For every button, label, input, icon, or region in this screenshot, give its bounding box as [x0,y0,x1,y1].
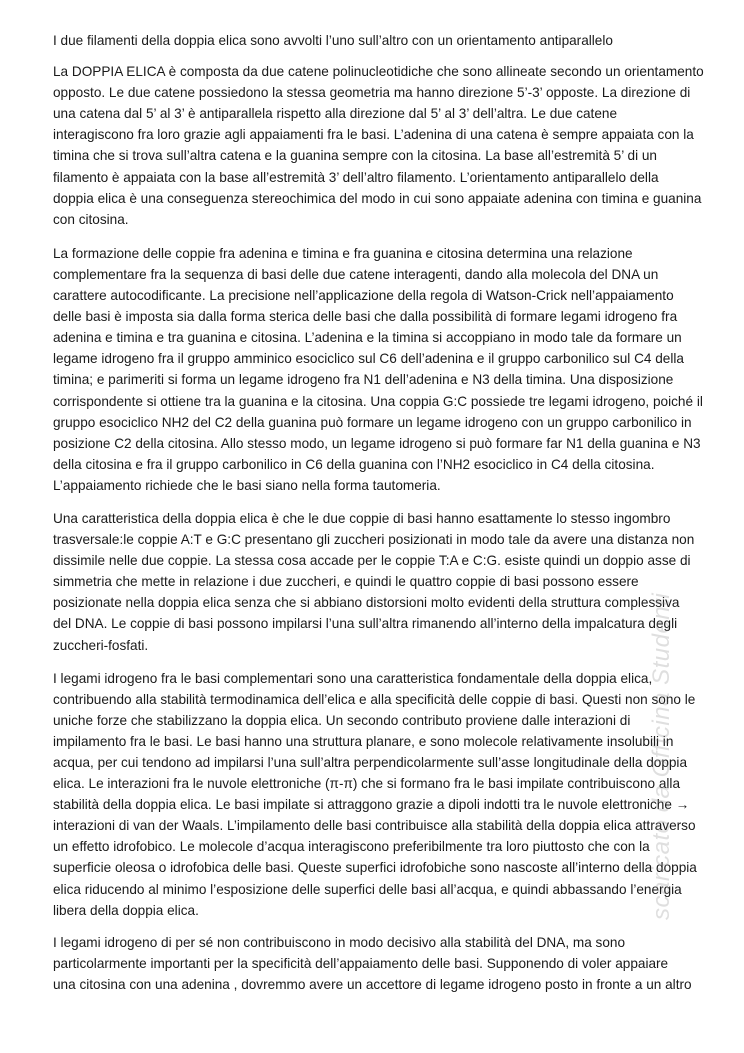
paragraph-ingombro-trasversale: Una caratteristica della doppia elica è che le due coppie di basi hanno esattamente lo stesso ingombro trasversale:le coppie A:T e G:C presentano gli zuccheri posizionati in modo tale da avere una distanza non dissimile nelle due coppie. La stessa cosa accade per le coppie T:A e C:G. esiste quindi un doppio asse di simmetria che mette in relazione i due zuccheri, e quindi le quattro coppie di basi possono essere posizionate nella doppia elica senza che si abbiano distorsioni molto evidenti della struttura complessiva del DNA. Le coppie di basi possono impilarsi l’una sull’altra rimanendo all’interno della impalcatura degli zuccheri-fosfati. [53,510,695,653]
paragraph-legami-idrogeno: I legami idrogeno fra le basi complementari sono una caratteristica fondamentale della doppia elica, contribuendo alla stabilità termodinamica dell’elica e alla specificità delle coppie di basi. Questi non sono le uniche forze che stabilizzano la doppia elica. Un secondo contributo proviene dalle interazioni di impilamento fra le basi. Le basi hanno una struttura planare, e sono molecole relativamente insolubili in acqua, per cui tendono ad impilarsi l’una sull’altra perpendicolarmente sull’asse longitudinale della doppia elica. Le interazioni fra le nuvole elettroniche (π-π) che si formano fra le basi impilate contribuiscono alla stabilità della doppia elica. Le basi impilate si attraggono grazie a dipoli indotti tra le nuvole elettroniche → interazioni di van der Waals. L’impilamento delle basi contribuisce alla stabilità della doppia elica attraverso un effetto idrofobico. Le molecole d’acqua interagiscono preferibilmente tra loro piuttosto che con la superficie oleosa o idrofobica delle basi. Queste superfici idrofobiche sono nascoste all’interno della doppia elica riducendo al minimo l’esposizione delle superfici delle basi all’acqua, e quindi abbassando l’energia libera della doppia elica. [53,670,697,918]
watermark: scaricato da Officina Studenti [648,592,675,920]
document-body [53,30,713,995]
paragraph-specificita: I legami idrogeno di per sé non contribuiscono in modo decisivo alla stabilità del DNA, ma sono particolarmente importanti per la specificità dell’appaiamento delle basi. Supponendo di voler appaiare una citosina con una adenina , dovremmo avere un accettore di legame idrogeno posto in fronte a un altro [53,934,692,992]
paragraph-doppia-elica: La DOPPIA ELICA è composta da due catene polinucleotidiche che sono allineate secondo un orientamento opposto. Le due catene possiedono la stessa geometria ma hanno direzione 5’-3’ opposte. La direzione di una catena dal 5’ al 3’ è antiparallela rispetto alla direzione dal 5’ al 3’ dell’altra. Le due catene interagiscono fra loro grazie agli appaiamenti fra le basi. L’adenina di una catena è sempre appaiata con la timina che si trova sull’altra catena e la guanina sempre con la citosina. La base all’estremità 5’ di un filamento è appaiata con la base all’estremità 3’ dell’altro filamento. L’orientamento antiparallelo della doppia elica è una conseguenza stereochimica del modo in cui sono appaiate adenina con timina e guanina con citosina. [53,64,704,227]
paragraph-intro: I due filamenti della doppia elica sono avvolti l’uno sull’altro con un orientamento antiparallelo [53,33,613,48]
paragraph-coppie-basi: La formazione delle coppie fra adenina e timina e fra guanina e citosina determina una relazione complementare fra la sequenza di basi delle due catene interagenti, dando alla molecola del DNA un carattere autocodificante. La precisione nell’applicazione della regola di Watson-Crick nell’appaiamento delle basi è imposta sia dalla forma sterica delle basi che dalla possibilità di formare legami idrogeno fra adenina e timina e tra guanina e citosina. L’adenina e la timina si accoppiano in modo tale da formare un legame idrogeno fra il gruppo amminico esociclico sul C6 dell’adenina e il gruppo carbonilico sul C4 della timina; e parimeriti si forma un legame idrogeno fra N1 dell’adenina e N3 della timina. Una disposizione corrispondente si ottiene tra la guanina e la citosina. Una coppia G:C possiede tre legami idrogeno, poiché il gruppo esociclico NH2 del C2 della guanina può formare un legame idrogeno con un gruppo carbonilico in posizione C2 della citosina. Allo stesso modo, un legame idrogeno si può formare far N1 della guanina e N3 della citosina e fra il gruppo carbonilico in C6 della guanina con l’NH2 esociclico in C4 della citosina. L’appaiamento richiede che le basi siano nella forma tautomeria. [53,245,703,493]
